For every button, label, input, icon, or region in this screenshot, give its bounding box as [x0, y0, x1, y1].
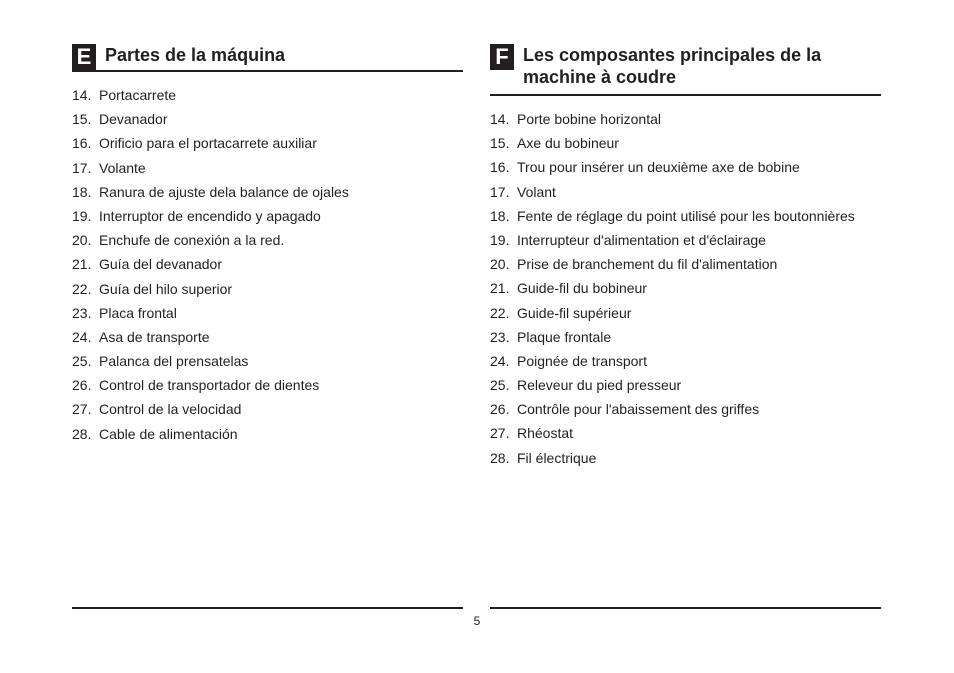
section-f-badge: F [490, 44, 514, 70]
list-item-text: Guide-fil du bobineur [517, 280, 647, 297]
list-item-number: 27. [490, 425, 510, 442]
list-item [490, 276, 881, 300]
list-item-text: Interruptor de encendido y apagado [99, 207, 321, 224]
list-item [72, 83, 463, 107]
list-item-text: Palanca del prensatelas [99, 353, 249, 370]
list-item-number: 22. [490, 304, 510, 321]
section-f [490, 44, 881, 470]
list-item-text: Portacarrete [99, 87, 177, 103]
list-item [72, 107, 463, 131]
list-item-text: Axe du bobineur [517, 135, 619, 152]
list-item [72, 422, 463, 446]
list-item-number: 24. [490, 352, 510, 369]
list-item [490, 131, 881, 155]
list-item [490, 421, 881, 445]
list-item-text: Cable de alimentación [99, 425, 238, 442]
list-item-text: Prise de branchement du fil d'alimentation [517, 256, 778, 273]
list-item-text: Volant [517, 183, 556, 200]
list-item-number: 15. [490, 135, 510, 152]
list-item-text: Fente de réglage du point utilisé pour les boutonnières [517, 207, 855, 224]
list-item [490, 252, 881, 276]
list-item-text: Guía del hilo superior [99, 280, 233, 297]
list-item-text: Placa frontal [99, 304, 177, 321]
list-item [490, 107, 881, 131]
list-item-text: Enchufe de conexión a la red. [99, 232, 285, 249]
list-item-number: 19. [490, 231, 510, 248]
section-e-title: Partes de la máquina [105, 45, 286, 65]
list-item [490, 301, 881, 325]
list-item [490, 180, 881, 204]
list-item-text: Ranura de ajuste dela balance de ojales [99, 183, 349, 200]
section-e-list [72, 83, 463, 446]
list-item-number: 16. [490, 159, 510, 176]
list-item-text: Devanador [99, 111, 168, 128]
list-item [490, 446, 881, 470]
list-item-number: 28. [490, 449, 510, 466]
list-item-number: 20. [490, 256, 510, 273]
footer-rule-left [72, 607, 463, 609]
list-item-number: 26. [72, 377, 92, 394]
list-item-number: 20. [72, 232, 92, 249]
list-item [490, 349, 881, 373]
list-item [490, 397, 881, 421]
list-item-text: Asa de transporte [99, 328, 210, 345]
list-item-number: 22. [72, 280, 92, 297]
list-item [72, 131, 463, 155]
list-item-text: Guía del devanador [99, 256, 222, 273]
list-item [490, 155, 881, 179]
list-item [72, 373, 463, 397]
page-number: 5 [473, 614, 481, 628]
list-item-number: 23. [490, 328, 510, 345]
list-item-text: Guide-fil supérieur [517, 304, 632, 321]
list-item-number: 18. [72, 183, 92, 200]
list-item-text: Volante [99, 159, 146, 176]
list-item-text: Fil électrique [517, 449, 597, 466]
list-item-number: 24. [72, 328, 92, 345]
list-item-number: 21. [72, 256, 92, 273]
list-item [72, 325, 463, 349]
list-item-number: 18. [490, 207, 510, 224]
list-item [72, 156, 463, 180]
list-item-text: Control de la velocidad [99, 401, 242, 418]
list-item-number: 27. [72, 401, 92, 418]
list-item-number: 14. [72, 87, 92, 103]
footer-rule-right [490, 607, 881, 609]
list-item-number: 25. [490, 377, 510, 394]
section-f-list [490, 107, 881, 470]
list-item-number: 17. [72, 159, 92, 176]
list-item [490, 204, 881, 228]
list-item-text: Interrupteur d'alimentation et d'éclairage [517, 231, 766, 248]
list-item [490, 373, 881, 397]
list-item-text: Releveur du pied presseur [517, 377, 682, 394]
list-item-text: Trou pour insérer un deuxième axe de bobine [517, 159, 800, 176]
list-item-number: 28. [72, 425, 92, 442]
list-item [72, 180, 463, 204]
list-item-text: Porte bobine horizontal [517, 111, 661, 127]
list-item-number: 15. [72, 111, 92, 128]
list-item-text: Poignée de transport [517, 352, 647, 369]
section-f-header [490, 44, 881, 96]
list-item [72, 349, 463, 373]
list-item-number: 26. [490, 401, 510, 418]
list-item [72, 252, 463, 276]
list-item [490, 228, 881, 252]
section-e-header [72, 44, 463, 72]
list-item [490, 325, 881, 349]
list-item [72, 277, 463, 301]
list-item-number: 17. [490, 183, 510, 200]
section-e [72, 44, 463, 446]
list-item [72, 397, 463, 421]
list-item-text: Plaque frontale [517, 328, 612, 345]
list-item-number: 14. [490, 111, 510, 127]
list-item-text: Control de transportador de dientes [99, 377, 320, 394]
list-item-text: Contrôle pour l'abaissement des griffes [517, 401, 760, 418]
list-item-number: 21. [490, 280, 510, 297]
list-item-number: 19. [72, 207, 92, 224]
list-item-number: 23. [72, 304, 92, 321]
list-item [72, 204, 463, 228]
list-item [72, 228, 463, 252]
list-item [72, 301, 463, 325]
list-item-text: Rhéostat [517, 425, 574, 442]
list-item-number: 25. [72, 353, 92, 370]
section-f-title: Les composantes principales de la machine à coudre [523, 45, 822, 87]
list-item-number: 16. [72, 135, 92, 152]
list-item-text: Orificio para el portacarrete auxiliar [99, 135, 317, 152]
section-e-badge: E [72, 44, 96, 70]
